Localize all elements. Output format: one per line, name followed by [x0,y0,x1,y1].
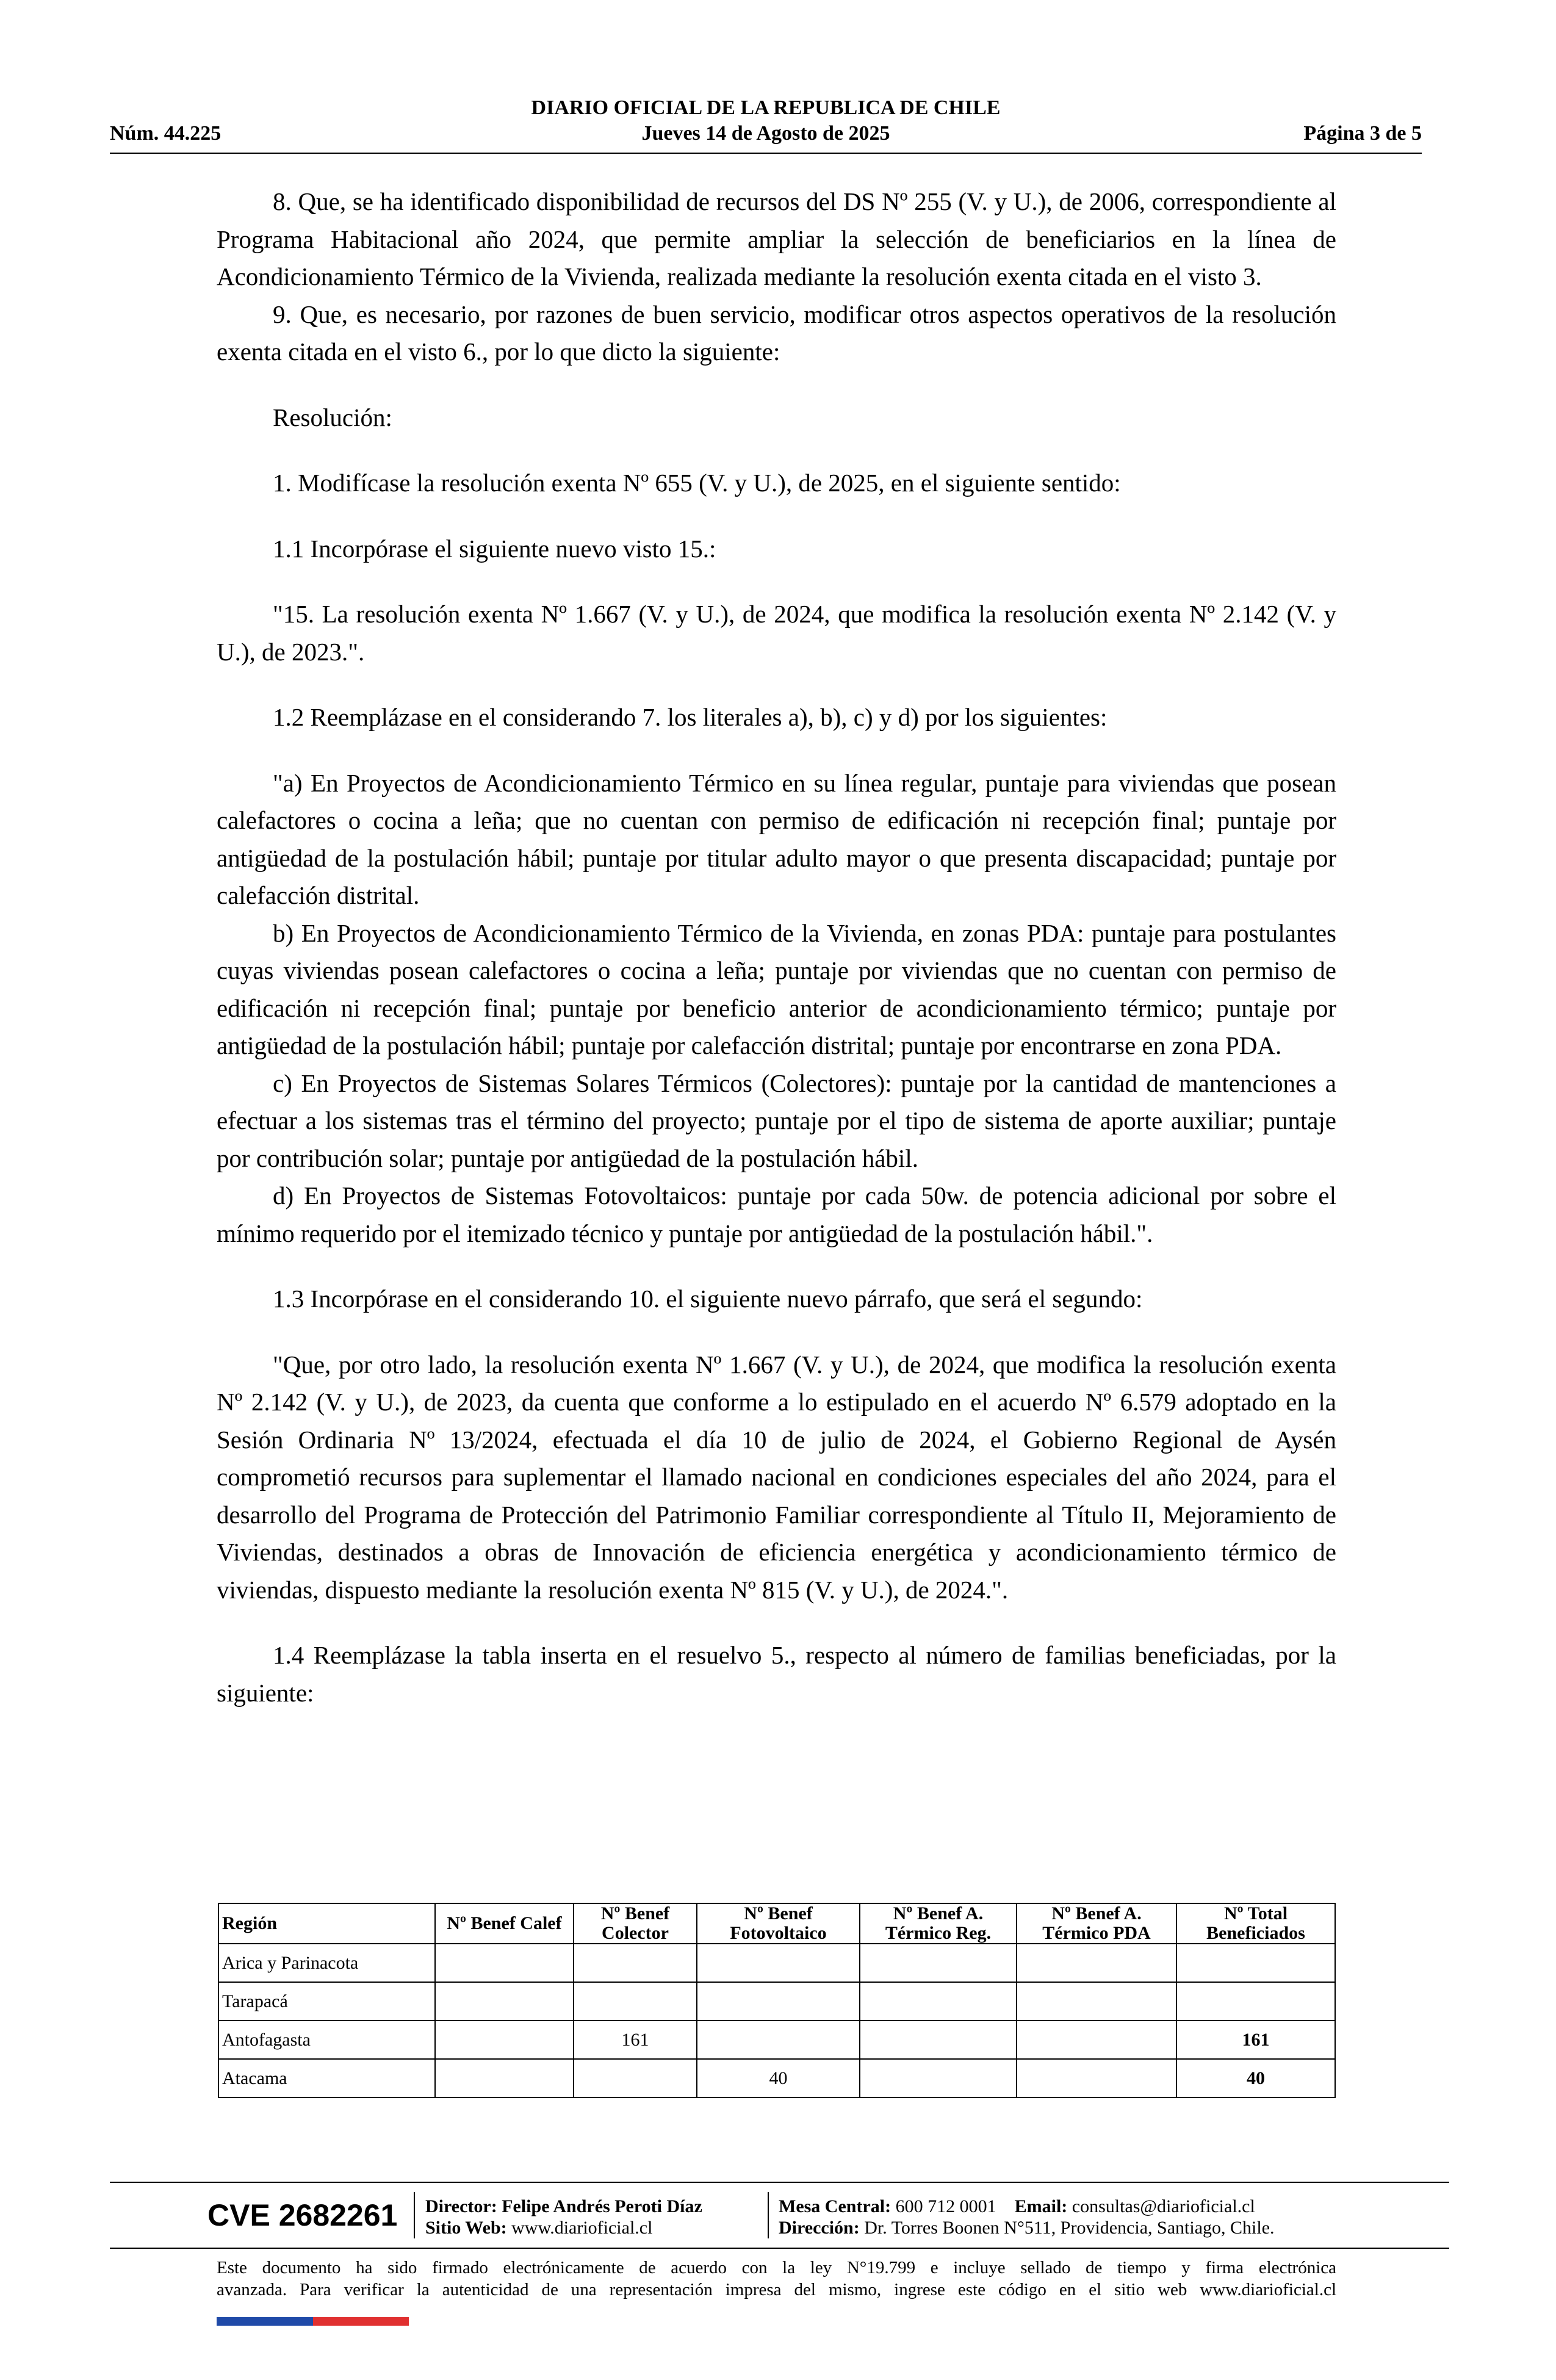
paragraph-considerando-9: 9. Que, es necesario, por razones de buen servicio, modificar otros aspectos operativos de la resolución exenta citada en el visto 6., por lo que dicto la siguiente: [217,300,1336,366]
table-cell: Antofagasta [218,2021,435,2059]
paragraph-literal-d: d) En Proyectos de Sistemas Fotovoltaicos: puntaje por cada 50w. de potencia adicional por sobre el mínimo requerido por el itemizado técnico y puntaje por antigüedad de la postulación hábil.". [217,1181,1336,1247]
table-cell [435,2021,574,2059]
color-bar-segment [265,2317,313,2326]
address-label: Dirección: [779,2218,860,2238]
table-cell [697,2021,860,2059]
footer-editorial-info [425,2196,702,2238]
table-row [218,2059,1335,2097]
table-cell [1017,1982,1176,2021]
table-cell [860,2021,1017,2059]
page-number: Página 3 de 5 [1303,122,1422,145]
table-cell [1017,1944,1176,1982]
beneficiaries-table [218,1903,1336,2098]
paragraph-resuelvo-1-4: 1.4 Reemplázase la tabla inserta en el resuelvo 5., respecto al número de familias beneficiadas, por la siguiente: [217,1641,1336,1707]
table-cell [435,2059,574,2097]
page-header [110,92,1422,159]
cve-code: CVE 2682261 [207,2198,398,2232]
table-cell [860,1982,1017,2021]
website-link[interactable]: www.diarioficial.cl [511,2218,653,2238]
footer-separator [414,2192,415,2238]
column-header: Nº Benef Calef [435,1903,574,1944]
table-cell [860,2059,1017,2097]
footer-divider-bottom [110,2248,1449,2249]
column-header: Nº Benef A. Térmico Reg. [860,1903,1017,1944]
column-header: Nº Benef Fotovoltaico [697,1903,860,1944]
table-cell [1176,1944,1335,1982]
table-cell [860,1944,1017,1982]
footer-divider-top [110,2182,1449,2183]
column-header: Nº Benef Colector [574,1903,697,1944]
table-cell [697,1982,860,2021]
paragraph-literal-b: b) En Proyectos de Acondicionamiento Térmico de la Vivienda, en zonas PDA: puntaje para postulantes cuyas viviendas posean calefactores o cocina a leña; puntaje por viviendas que no cuentan con permiso de edificación ni recepción final; puntaje por beneficio anterior de acondicionamiento térmico; puntaje por antigüedad de la postulación hábil; puntaje por calefacción distrital; puntaje por encontrarse en zona PDA. [217,918,1336,1059]
header-divider [110,153,1422,154]
table-cell [574,2059,697,2097]
column-header: Región [218,1903,435,1944]
director-name: Felipe Andrés Peroti Díaz [502,2196,702,2216]
signature-note [217,2257,1336,2301]
paragraph-resolucion-heading: Resolución: [273,403,392,431]
table-cell: 161 [1176,2021,1335,2059]
director-label: Director: [425,2196,497,2216]
color-bar-segment [361,2317,409,2326]
table-cell: Tarapacá [218,1982,435,2021]
table-cell [574,1982,697,2021]
table-cell: 40 [1176,2059,1335,2097]
email-link[interactable]: consultas@diarioficial.cl [1072,2196,1255,2216]
signature-note-line: avanzada. Para verificar la autenticidad de una representación impresa del mismo, ingrese este código en el sitio web www.diarioficial.cl [217,2280,1336,2299]
column-header: Nº Benef A. Térmico PDA [1017,1903,1176,1944]
table-cell: 161 [574,2021,697,2059]
table-cell [574,1944,697,1982]
issue-date: Jueves 14 de Agosto de 2025 [641,122,890,145]
issue-number: Núm. 44.225 [110,122,222,145]
footer-contact-info [779,2196,1275,2238]
website-label: Sitio Web: [425,2218,507,2238]
flag-color-bar [217,2317,409,2326]
paragraph-resuelvo-1-3: 1.3 Incorpórase en el considerando 10. el siguiente nuevo párrafo, que será el segundo: [273,1285,1143,1313]
footer-separator [768,2192,769,2238]
mesa-central-label: Mesa Central: [779,2196,891,2216]
address-text: Dr. Torres Boonen N°511, Providencia, Santiago, Chile. [864,2218,1275,2238]
table-row [218,2021,1335,2059]
table-cell: Atacama [218,2059,435,2097]
table-row [218,1944,1335,1982]
color-bar-segment [217,2317,265,2326]
email-label: Email: [1014,2196,1068,2216]
paragraph-literal-c: c) En Proyectos de Sistemas Solares Térmicos (Colectores): puntaje por la cantidad de mantenciones a efectuar a los sistemas tras el término del proyecto; puntaje por el tipo de sistema de aporte auxiliar; puntaje por contribución solar; puntaje por antigüedad de la postulación hábil. [217,1069,1336,1172]
column-header: Nº Total Beneficiados [1176,1903,1335,1944]
paragraph-resuelvo-1-2: 1.2 Reemplázase en el considerando 7. los literales a), b), c) y d) por los siguientes: [273,703,1108,731]
paragraph-resuelvo-1-1: 1.1 Incorpórase el siguiente nuevo visto 15.: [273,534,716,563]
table-cell [435,1944,574,1982]
color-bar-segment [313,2317,361,2326]
table-cell [435,1982,574,2021]
paragraph-visto-15: "15. La resolución exenta Nº 1.667 (V. y U.), de 2024, que modifica la resolución exenta Nº 2.142 (V. y U.), de 2023.". [217,600,1336,666]
table-cell: Arica y Parinacota [218,1944,435,1982]
paragraph-nuevo-parrafo: "Que, por otro lado, la resolución exenta Nº 1.667 (V. y U.), de 2024, que modifica la resolución exenta Nº 2.142 (V. y U.), de 2023, da cuenta que conforme a lo estipulado en el acuerdo Nº 6.579 adoptado en la Sesión Ordinaria Nº 13/2024, efectuada el día 10 de julio de 2024, el Gobierno Regional de Aysén comprometió recursos para suplementar el llamado nacional en condiciones especiales del año 2024, para el desarrollo del Programa de Protección del Patrimonio Familiar correspondiente al Título II, Mejoramiento de Viviendas, destinados a obras de Innovación de eficiencia energética y acondicionamiento térmico de viviendas, dispuesto mediante la resolución exenta Nº 815 (V. y U.), de 2024.". [217,1350,1336,1604]
table-cell [1176,1982,1335,2021]
paragraph-considerando-8: 8. Que, se ha identificado disponibilidad de recursos del DS Nº 255 (V. y U.), de 2006, correspondiente al Programa Habitacional año 2024, que permite ampliar la selección de beneficiarios en la línea de Acondicionamiento Térmico de la Vivienda, realizada mediante la resolución exenta citada en el visto 3. [217,187,1336,290]
signature-note-line: Este documento ha sido firmado electrónicamente de acuerdo con la ley N°19.799 e incluye sellado de tiempo y firma electrónica [217,2258,1336,2277]
table-cell [1017,2021,1176,2059]
paragraph-resuelvo-1: 1. Modifícase la resolución exenta Nº 655 (V. y U.), de 2025, en el siguiente sentido: [273,469,1121,497]
newspaper-title: DIARIO OFICIAL DE LA REPUBLICA DE CHILE [531,96,1001,119]
table-row [218,1982,1335,2021]
table-cell [697,1944,860,1982]
table-cell: 40 [697,2059,860,2097]
table-cell [1017,2059,1176,2097]
document-body [217,183,1336,1712]
paragraph-literal-a: "a) En Proyectos de Acondicionamiento Térmico en su línea regular, puntaje para viviendas que posean calefactores o cocina a leña; que no cuentan con permiso de edificación ni recepción final; puntaje por antigüedad de la postulación hábil; puntaje por titular adulto mayor o que presenta discapacidad; puntaje por calefacción distrital. [217,768,1336,909]
mesa-central-phone: 600 712 0001 [895,2196,996,2216]
table-header-row [218,1903,1335,1944]
